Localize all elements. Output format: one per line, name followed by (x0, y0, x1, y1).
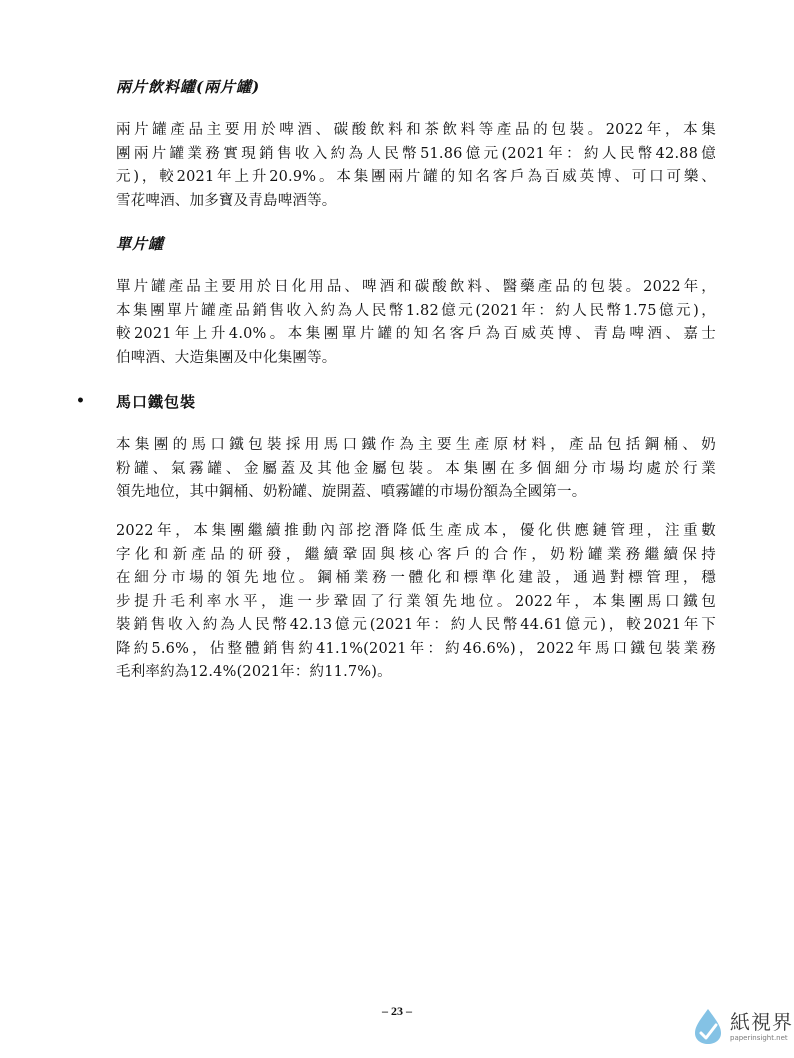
text-line: 在細分市場的領先地位。鋼桶業務一體化和標準化建設，通過對標管理，穩 (116, 570, 716, 586)
section-heading-two-piece-cans: 兩片飲料罐(兩片罐) (116, 78, 261, 96)
text-line: 降約5.6%，佔整體銷售約41.1%(2021年：約46.6%)，2022年馬口鐵包裝業務 (116, 640, 716, 657)
text-line: 領先地位，其中鋼桶、奶粉罐、旋開蓋、噴霧罐的市場份額為全國第一。 (116, 484, 587, 500)
text-line: 粉罐、氣霧罐、金屬蓋及其他金屬包裝。本集團在多個細分市場均處於行業 (116, 460, 716, 477)
text-line: 毛利率約為12.4%(2021年：約11.7%)。 (116, 664, 392, 680)
section-heading-tinplate: 馬口鐵包裝 (116, 393, 197, 411)
text-line: 2022年，本集團繼續推動內部挖潛降低生產成本，優化供應鏈管理，注重數 (116, 523, 716, 539)
text-line: 雪花啤酒、加多寶及青島啤酒等。 (116, 192, 337, 209)
text-line: 伯啤酒、大造集團及中化集團等。 (116, 349, 337, 366)
paragraph-single-piece-cans (116, 276, 716, 370)
text-line: 單片罐產品主要用於日化用品、啤酒和碳酸飲料、醫藥產品的包裝。2022年， (116, 279, 716, 295)
text-line: 團兩片罐業務實現銷售收入約為人民幣51.86億元(2021年：約人民幣42.88億 (116, 145, 716, 162)
paragraph-tinplate-intro (116, 434, 716, 505)
page-number: – 23 – (382, 1004, 412, 1018)
text-line: 本集團的馬口鐵包裝採用馬口鐵作為主要生產原材料，產品包括鋼桶、奶 (116, 437, 716, 453)
text-line: 兩片罐產品主要用於啤酒、碳酸飲料和茶飲料等產品的包裝。2022年，本集 (116, 122, 716, 138)
watermark-subtext: paperinsight.net (730, 1034, 788, 1042)
paragraph-two-piece-cans (116, 119, 716, 213)
text-line: 本集團單片罐產品銷售收入約為人民幣1.82億元(2021年：約人民幣1.75億元)， (116, 302, 716, 319)
section-heading-single-piece-cans: 單片罐 (116, 235, 165, 253)
text-line: 字化和新產品的研發，繼續鞏固與核心客戶的合作，奶粉罐業務繼續保持 (116, 546, 716, 563)
text-line: 元)，較2021年上升20.9%。本集團兩片罐的知名客戶為百威英博、可口可樂、 (116, 169, 716, 185)
paragraph-tinplate-2022 (116, 520, 716, 685)
watermark-logo (690, 1004, 793, 1050)
bullet-marker: • (76, 393, 85, 409)
text-line: 裝銷售收入約為人民幣42.13億元(2021年：約人民幣44.61億元)，較2021年下 (116, 617, 716, 633)
text-line: 步提升毛利率水平，進一步鞏固了行業領先地位。2022年，本集團馬口鐵包 (116, 593, 716, 610)
paperinsight-logo-icon (690, 1006, 726, 1046)
text-line: 較2021年上升4.0%。本集團單片罐的知名客戶為百威英博、青島啤酒、嘉士 (116, 326, 716, 342)
watermark-text: 紙視界 (730, 1010, 793, 1034)
